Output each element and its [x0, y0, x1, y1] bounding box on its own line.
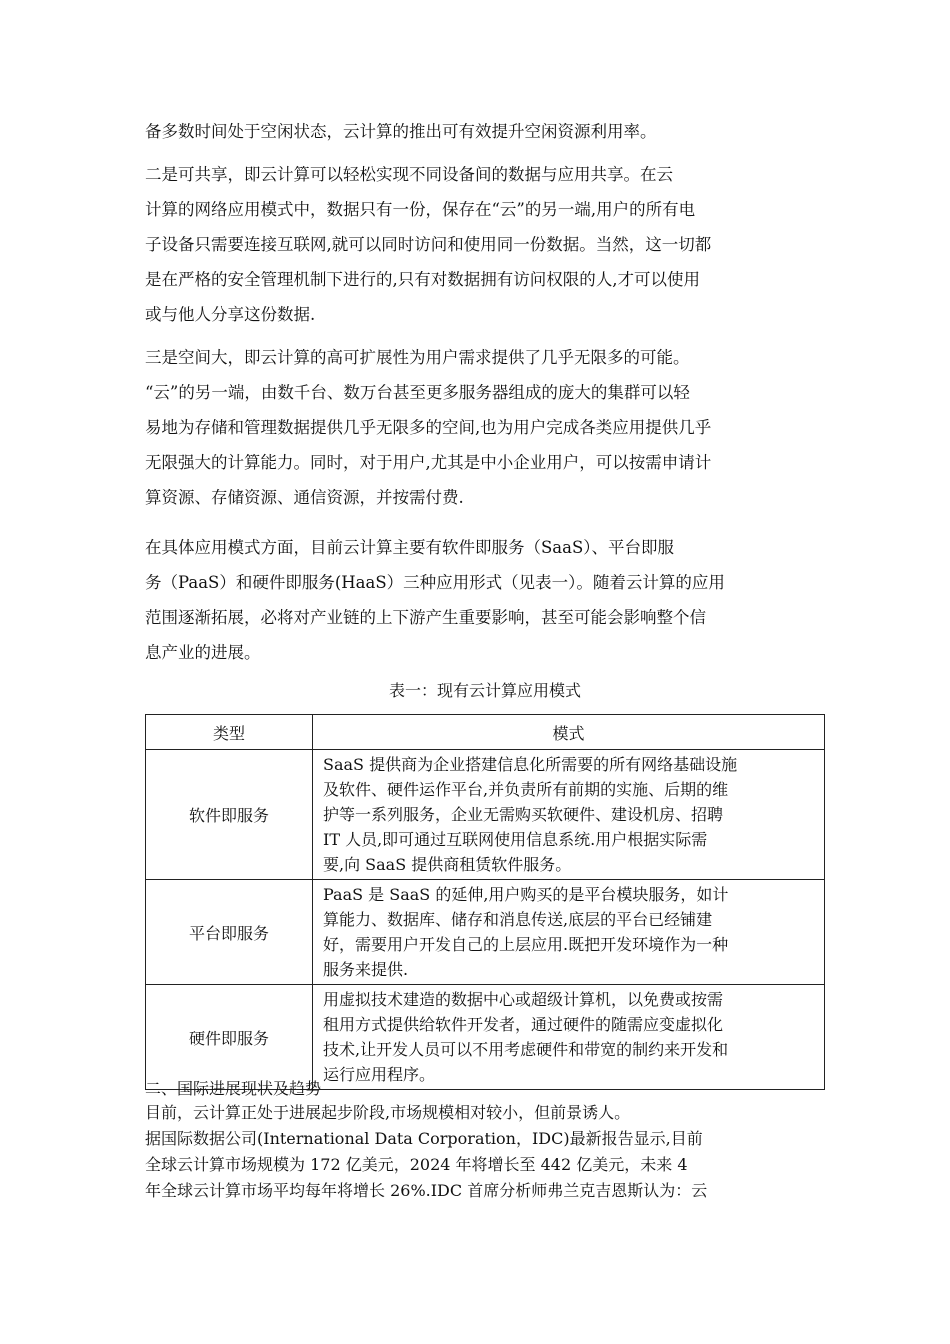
mode-line: 用虚拟技术建造的数据中心或超级计算机，以免费或按需 [323, 990, 724, 1009]
paragraph-line: 息产业的进展。 [145, 643, 261, 662]
paragraph-line: 子设备只需要连接互联网,就可以同时访问和使用同一份数据。当然，这一切都 [145, 235, 712, 254]
mode-line: 算能力、数据库、储存和消息传送,底层的平台已经铺建 [323, 910, 713, 929]
mode-line: IT 人员,即可通过互联网使用信息系统.用户根据实际需 [323, 830, 708, 849]
type-cell: 平台即服务 [146, 880, 313, 985]
header-type: 类型 [146, 715, 313, 750]
paragraph-line: 务（PaaS）和硬件即服务(HaaS）三种应用形式（见表一）。随着云计算的应用 [145, 573, 725, 592]
paragraph-line: 在具体应用模式方面，目前云计算主要有软件即服务（SaaS）、平台即服 [145, 538, 675, 557]
paragraph-line: 计算的网络应用模式中，数据只有一份，保存在“云”的另一端,用户的所有电 [145, 200, 696, 219]
mode-line: 运行应用程序。 [323, 1065, 436, 1084]
paragraph-line: “云”的另一端，由数千台、数万台甚至更多服务器组成的庞大的集群可以轻 [145, 383, 690, 402]
table-row [146, 985, 825, 1090]
paragraph-line: 或与他人分享这份数据. [145, 305, 316, 324]
paragraph-line: 范围逐渐拓展，必将对产业链的上下游产生重要影响，甚至可能会影响整个信 [145, 608, 706, 627]
paragraph-line: 据国际数据公司(International Data Corporation，IDC)最新报告显示,目前 [145, 1129, 703, 1148]
table-caption: 表一：现有云计算应用模式 [388, 681, 581, 700]
type-cell: 硬件即服务 [146, 985, 313, 1090]
mode-line: 及软件、硬件运作平台,并负责所有前期的实施、后期的维 [323, 780, 729, 799]
paragraph-line: 易地为存储和管理数据提供几乎无限多的空间,也为用户完成各类应用提供几乎 [145, 418, 712, 437]
paragraph-line: 算资源、存储资源、通信资源，并按需付费. [145, 488, 464, 507]
paragraph-line: 全球云计算市场规模为 172 亿美元，2024 年将增长至 442 亿美元，未来 4 [145, 1155, 688, 1174]
paragraph-line: 是在严格的安全管理机制下进行的,只有对数据拥有访问权限的人,才可以使用 [145, 270, 700, 289]
mode-cell [313, 750, 825, 880]
paragraph-line: 无限强大的计算能力。同时，对于用户,尤其是中小企业用户，可以按需申请计 [145, 453, 712, 472]
section-heading: 二、国际进展现状及趋势 [145, 1079, 322, 1098]
header-mode: 模式 [313, 715, 825, 750]
table-header-row [146, 715, 825, 750]
paragraph-line: 年全球云计算市场平均每年将增长 26%.IDC 首席分析师弗兰克吉恩斯认为：云 [145, 1181, 708, 1200]
paragraph-line: 目前，云计算正处于进展起步阶段,市场规模相对较小，但前景诱人。 [145, 1103, 631, 1122]
mode-line: 租用方式提供给软件开发者，通过硬件的随需应变虚拟化 [323, 1015, 724, 1034]
mode-line: 护等一系列服务，企业无需购买软硬件、建设机房、招聘 [323, 805, 724, 824]
mode-line: SaaS 提供商为企业搭建信息化所需要的所有网络基础设施 [323, 755, 738, 774]
mode-cell [313, 985, 825, 1090]
mode-line: 要,向 SaaS 提供商租赁软件服务。 [323, 855, 572, 874]
table-row [146, 880, 825, 985]
mode-line: PaaS 是 SaaS 的延伸,用户购买的是平台模块服务，如计 [323, 885, 729, 904]
mode-line: 好，需要用户开发自己的上层应用.既把开发环境作为一种 [323, 935, 729, 954]
mode-cell [313, 880, 825, 985]
paragraph-line: 备多数时间处于空闲状态，云计算的推出可有效提升空闲资源利用率。 [145, 122, 657, 141]
paragraph-line: 三是空间大，即云计算的高可扩展性为用户需求提供了几乎无限多的可能。 [145, 348, 690, 367]
cloud-modes-table [145, 714, 825, 1090]
mode-line: 服务来提供. [323, 960, 409, 979]
mode-line: 技术,让开发人员可以不用考虑硬件和带宽的制约来开发和 [323, 1040, 729, 1059]
type-cell: 软件即服务 [146, 750, 313, 880]
table-row [146, 750, 825, 880]
paragraph-line: 二是可共享，即云计算可以轻松实现不同设备间的数据与应用共享。在云 [145, 165, 673, 184]
